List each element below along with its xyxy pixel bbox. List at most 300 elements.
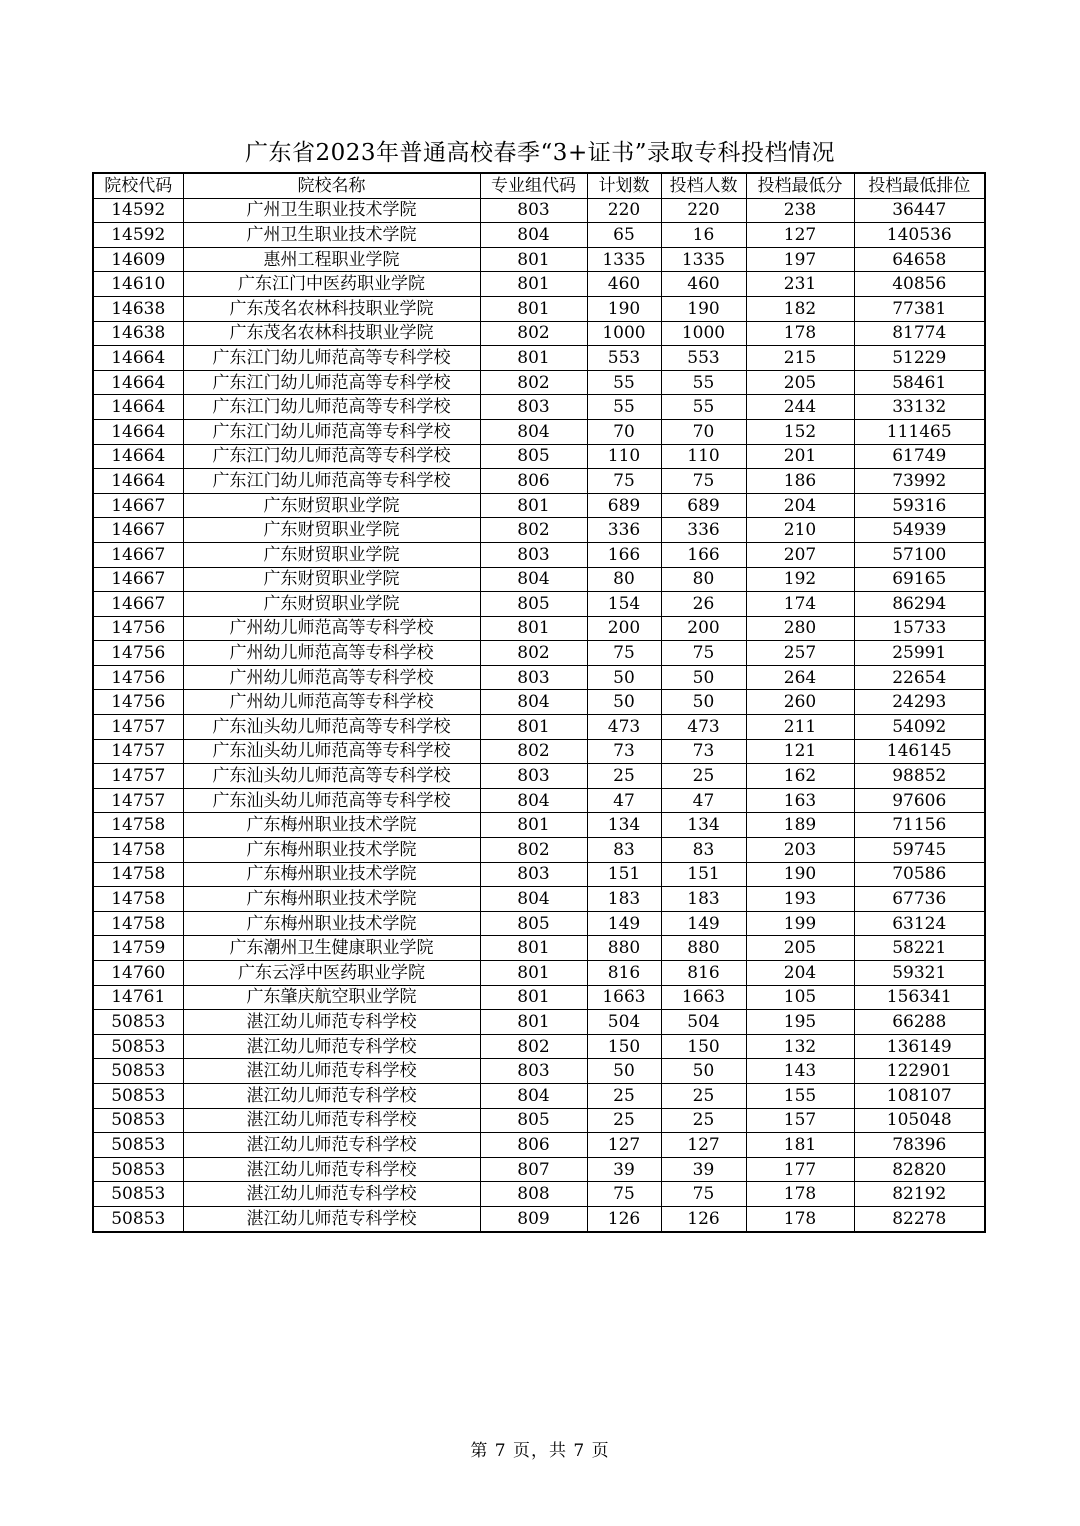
admitted-count-cell: 83 <box>661 838 746 863</box>
admitted-count-cell: 75 <box>661 1182 746 1207</box>
min-rank-cell: 54939 <box>854 518 985 543</box>
school-name-cell: 广州幼儿师范高等专科学校 <box>183 641 480 666</box>
table-row <box>93 247 985 272</box>
min-rank-cell: 59745 <box>854 838 985 863</box>
table-row <box>93 296 985 321</box>
plan-count-cell: 50 <box>587 690 661 715</box>
admitted-count-cell: 50 <box>661 1059 746 1084</box>
min-rank-cell: 81774 <box>854 321 985 346</box>
group-code-cell: 801 <box>480 296 587 321</box>
table-row <box>93 469 985 494</box>
plan-count-cell: 504 <box>587 1010 661 1035</box>
min-rank-cell: 54092 <box>854 715 985 740</box>
group-code-cell: 804 <box>480 788 587 813</box>
school-name-cell: 广东汕头幼儿师范高等专科学校 <box>183 788 480 813</box>
plan-count-cell: 689 <box>587 493 661 518</box>
plan-count-cell: 73 <box>587 739 661 764</box>
admitted-count-cell: 16 <box>661 223 746 248</box>
school-code-cell: 14757 <box>93 764 183 789</box>
group-code-cell: 803 <box>480 395 587 420</box>
table-row <box>93 739 985 764</box>
min-rank-cell: 73992 <box>854 469 985 494</box>
plan-count-cell: 134 <box>587 813 661 838</box>
admitted-count-cell: 50 <box>661 690 746 715</box>
group-code-cell: 801 <box>480 936 587 961</box>
plan-count-cell: 220 <box>587 198 661 223</box>
group-code-cell: 801 <box>480 346 587 371</box>
plan-count-cell: 553 <box>587 346 661 371</box>
min-rank-cell: 15733 <box>854 616 985 641</box>
school-code-cell: 14758 <box>93 862 183 887</box>
min-rank-cell: 136149 <box>854 1034 985 1059</box>
school-name-cell: 广东梅州职业技术学院 <box>183 862 480 887</box>
min-score-cell: 190 <box>746 862 854 887</box>
school-code-cell: 14758 <box>93 813 183 838</box>
admitted-count-cell: 553 <box>661 346 746 371</box>
min-rank-cell: 86294 <box>854 592 985 617</box>
school-code-cell: 50853 <box>93 1108 183 1133</box>
group-code-cell: 801 <box>480 616 587 641</box>
table-row <box>93 788 985 813</box>
plan-count-cell: 183 <box>587 887 661 912</box>
school-name-cell: 湛江幼儿师范专科学校 <box>183 1133 480 1158</box>
min-rank-cell: 105048 <box>854 1108 985 1133</box>
page-footer: 第 7 页，共 7 页 <box>470 1441 610 1461</box>
group-code-cell: 803 <box>480 665 587 690</box>
group-code-cell: 804 <box>480 223 587 248</box>
admitted-count-cell: 200 <box>661 616 746 641</box>
admitted-count-cell: 75 <box>661 469 746 494</box>
plan-count-cell: 55 <box>587 370 661 395</box>
school-code-cell: 50853 <box>93 1034 183 1059</box>
min-score-cell: 211 <box>746 715 854 740</box>
admitted-count-cell: 190 <box>661 296 746 321</box>
school-code-cell: 14664 <box>93 419 183 444</box>
min-rank-cell: 58221 <box>854 936 985 961</box>
table-row <box>93 936 985 961</box>
min-score-cell: 174 <box>746 592 854 617</box>
min-rank-cell: 22654 <box>854 665 985 690</box>
min-score-cell: 210 <box>746 518 854 543</box>
table-row <box>93 1108 985 1133</box>
group-code-cell: 804 <box>480 419 587 444</box>
plan-count-cell: 39 <box>587 1157 661 1182</box>
school-name-cell: 广州幼儿师范高等专科学校 <box>183 616 480 641</box>
admitted-count-cell: 73 <box>661 739 746 764</box>
table-row <box>93 616 985 641</box>
school-name-cell: 广东财贸职业学院 <box>183 518 480 543</box>
min-rank-cell: 77381 <box>854 296 985 321</box>
plan-count-cell: 200 <box>587 616 661 641</box>
plan-count-cell: 25 <box>587 764 661 789</box>
group-code-cell: 801 <box>480 813 587 838</box>
school-name-cell: 广州卫生职业技术学院 <box>183 198 480 223</box>
school-name-cell: 湛江幼儿师范专科学校 <box>183 1059 480 1084</box>
admitted-count-cell: 25 <box>661 1108 746 1133</box>
min-score-cell: 195 <box>746 1010 854 1035</box>
min-rank-cell: 61749 <box>854 444 985 469</box>
plan-count-cell: 75 <box>587 641 661 666</box>
min-rank-cell: 25991 <box>854 641 985 666</box>
min-rank-cell: 58461 <box>854 370 985 395</box>
admitted-count-cell: 816 <box>661 961 746 986</box>
admitted-count-cell: 336 <box>661 518 746 543</box>
plan-count-cell: 149 <box>587 911 661 936</box>
min-score-cell: 204 <box>746 493 854 518</box>
school-name-cell: 广东汕头幼儿师范高等专科学校 <box>183 764 480 789</box>
group-code-cell: 803 <box>480 1059 587 1084</box>
group-code-cell: 808 <box>480 1182 587 1207</box>
school-name-cell: 广东江门幼儿师范高等专科学校 <box>183 419 480 444</box>
plan-count-cell: 75 <box>587 1182 661 1207</box>
school-name-cell: 湛江幼儿师范专科学校 <box>183 1157 480 1182</box>
table-row <box>93 1182 985 1207</box>
admitted-count-cell: 39 <box>661 1157 746 1182</box>
school-code-cell: 14667 <box>93 542 183 567</box>
min-rank-cell: 82192 <box>854 1182 985 1207</box>
school-code-cell: 14667 <box>93 567 183 592</box>
min-score-cell: 152 <box>746 419 854 444</box>
school-code-cell: 14761 <box>93 985 183 1010</box>
table-row <box>93 223 985 248</box>
plan-count-cell: 25 <box>587 1083 661 1108</box>
school-code-cell: 14757 <box>93 715 183 740</box>
school-code-cell: 14592 <box>93 198 183 223</box>
min-rank-cell: 97606 <box>854 788 985 813</box>
admitted-count-cell: 70 <box>661 419 746 444</box>
admitted-count-cell: 55 <box>661 395 746 420</box>
min-rank-cell: 82820 <box>854 1157 985 1182</box>
min-score-cell: 178 <box>746 1206 854 1231</box>
group-code-cell: 802 <box>480 1034 587 1059</box>
plan-count-cell: 336 <box>587 518 661 543</box>
school-code-cell: 14756 <box>93 616 183 641</box>
min-score-cell: 205 <box>746 936 854 961</box>
school-name-cell: 广东梅州职业技术学院 <box>183 911 480 936</box>
admitted-count-cell: 50 <box>661 665 746 690</box>
school-name-cell: 广东梅州职业技术学院 <box>183 813 480 838</box>
min-score-cell: 181 <box>746 1133 854 1158</box>
group-code-cell: 804 <box>480 690 587 715</box>
school-code-cell: 14756 <box>93 641 183 666</box>
min-rank-cell: 67736 <box>854 887 985 912</box>
admitted-count-cell: 126 <box>661 1206 746 1231</box>
group-code-cell: 807 <box>480 1157 587 1182</box>
school-name-cell: 广东潮州卫生健康职业学院 <box>183 936 480 961</box>
group-code-cell: 801 <box>480 493 587 518</box>
min-rank-cell: 66288 <box>854 1010 985 1035</box>
school-code-cell: 14758 <box>93 887 183 912</box>
table-row <box>93 862 985 887</box>
table-row <box>93 715 985 740</box>
admitted-count-cell: 460 <box>661 272 746 297</box>
admitted-count-cell: 134 <box>661 813 746 838</box>
plan-count-cell: 460 <box>587 272 661 297</box>
group-code-cell: 801 <box>480 985 587 1010</box>
plan-count-cell: 65 <box>587 223 661 248</box>
school-code-cell: 14759 <box>93 936 183 961</box>
group-code-cell: 809 <box>480 1206 587 1231</box>
table-row <box>93 1034 985 1059</box>
school-code-cell: 14757 <box>93 739 183 764</box>
admitted-count-cell: 166 <box>661 542 746 567</box>
admission-table <box>92 172 986 1233</box>
plan-count-cell: 190 <box>587 296 661 321</box>
min-rank-cell: 59316 <box>854 493 985 518</box>
school-code-cell: 14638 <box>93 296 183 321</box>
school-code-cell: 14758 <box>93 838 183 863</box>
school-code-cell: 50853 <box>93 1182 183 1207</box>
table-row <box>93 567 985 592</box>
min-rank-cell: 51229 <box>854 346 985 371</box>
table-row <box>93 961 985 986</box>
school-code-cell: 50853 <box>93 1133 183 1158</box>
school-code-cell: 14664 <box>93 469 183 494</box>
header-min-score: 投档最低分 <box>746 173 854 198</box>
table-row <box>93 370 985 395</box>
min-score-cell: 199 <box>746 911 854 936</box>
group-code-cell: 804 <box>480 1083 587 1108</box>
min-score-cell: 193 <box>746 887 854 912</box>
plan-count-cell: 83 <box>587 838 661 863</box>
min-score-cell: 197 <box>746 247 854 272</box>
school-code-cell: 50853 <box>93 1206 183 1231</box>
school-code-cell: 14610 <box>93 272 183 297</box>
min-score-cell: 163 <box>746 788 854 813</box>
school-name-cell: 广东汕头幼儿师范高等专科学校 <box>183 715 480 740</box>
school-code-cell: 50853 <box>93 1059 183 1084</box>
school-name-cell: 广东财贸职业学院 <box>183 493 480 518</box>
table-row <box>93 665 985 690</box>
admitted-count-cell: 25 <box>661 1083 746 1108</box>
group-code-cell: 805 <box>480 1108 587 1133</box>
min-rank-cell: 122901 <box>854 1059 985 1084</box>
school-name-cell: 广东茂名农林科技职业学院 <box>183 296 480 321</box>
min-score-cell: 260 <box>746 690 854 715</box>
admitted-count-cell: 25 <box>661 764 746 789</box>
plan-count-cell: 126 <box>587 1206 661 1231</box>
school-code-cell: 14664 <box>93 395 183 420</box>
min-score-cell: 157 <box>746 1108 854 1133</box>
min-rank-cell: 57100 <box>854 542 985 567</box>
plan-count-cell: 127 <box>587 1133 661 1158</box>
header-school-code: 院校代码 <box>93 173 183 198</box>
header-plan-count: 计划数 <box>587 173 661 198</box>
school-name-cell: 湛江幼儿师范专科学校 <box>183 1182 480 1207</box>
header-school-name: 院校名称 <box>183 173 480 198</box>
group-code-cell: 803 <box>480 542 587 567</box>
plan-count-cell: 80 <box>587 567 661 592</box>
school-name-cell: 惠州工程职业学院 <box>183 247 480 272</box>
admitted-count-cell: 75 <box>661 641 746 666</box>
table-row <box>93 272 985 297</box>
plan-count-cell: 1335 <box>587 247 661 272</box>
admitted-count-cell: 880 <box>661 936 746 961</box>
table-row <box>93 838 985 863</box>
admitted-count-cell: 1000 <box>661 321 746 346</box>
min-score-cell: 238 <box>746 198 854 223</box>
school-code-cell: 50853 <box>93 1010 183 1035</box>
school-code-cell: 14756 <box>93 665 183 690</box>
min-score-cell: 186 <box>746 469 854 494</box>
min-score-cell: 264 <box>746 665 854 690</box>
plan-count-cell: 880 <box>587 936 661 961</box>
school-name-cell: 广东云浮中医药职业学院 <box>183 961 480 986</box>
min-score-cell: 203 <box>746 838 854 863</box>
admitted-count-cell: 149 <box>661 911 746 936</box>
admitted-count-cell: 150 <box>661 1034 746 1059</box>
admitted-count-cell: 220 <box>661 198 746 223</box>
plan-count-cell: 1663 <box>587 985 661 1010</box>
admitted-count-cell: 47 <box>661 788 746 813</box>
school-name-cell: 广东财贸职业学院 <box>183 567 480 592</box>
school-name-cell: 广东汕头幼儿师范高等专科学校 <box>183 739 480 764</box>
table-row <box>93 887 985 912</box>
min-rank-cell: 111465 <box>854 419 985 444</box>
table-row <box>93 1010 985 1035</box>
group-code-cell: 802 <box>480 321 587 346</box>
min-rank-cell: 63124 <box>854 911 985 936</box>
admitted-count-cell: 1663 <box>661 985 746 1010</box>
min-score-cell: 121 <box>746 739 854 764</box>
group-code-cell: 801 <box>480 272 587 297</box>
school-code-cell: 14667 <box>93 592 183 617</box>
plan-count-cell: 473 <box>587 715 661 740</box>
school-name-cell: 湛江幼儿师范专科学校 <box>183 1034 480 1059</box>
table-row <box>93 493 985 518</box>
school-name-cell: 广东茂名农林科技职业学院 <box>183 321 480 346</box>
school-name-cell: 广东江门幼儿师范高等专科学校 <box>183 395 480 420</box>
min-score-cell: 132 <box>746 1034 854 1059</box>
plan-count-cell: 151 <box>587 862 661 887</box>
min-score-cell: 155 <box>746 1083 854 1108</box>
plan-count-cell: 75 <box>587 469 661 494</box>
admitted-count-cell: 183 <box>661 887 746 912</box>
plan-count-cell: 154 <box>587 592 661 617</box>
min-score-cell: 177 <box>746 1157 854 1182</box>
plan-count-cell: 55 <box>587 395 661 420</box>
admitted-count-cell: 26 <box>661 592 746 617</box>
admitted-count-cell: 689 <box>661 493 746 518</box>
table-row <box>93 419 985 444</box>
admitted-count-cell: 151 <box>661 862 746 887</box>
min-rank-cell: 36447 <box>854 198 985 223</box>
table-row <box>93 690 985 715</box>
group-code-cell: 801 <box>480 1010 587 1035</box>
school-code-cell: 50853 <box>93 1157 183 1182</box>
min-rank-cell: 33132 <box>854 395 985 420</box>
group-code-cell: 802 <box>480 370 587 395</box>
table-row <box>93 321 985 346</box>
school-code-cell: 14757 <box>93 788 183 813</box>
school-code-cell: 14664 <box>93 370 183 395</box>
school-name-cell: 广东财贸职业学院 <box>183 592 480 617</box>
plan-count-cell: 25 <box>587 1108 661 1133</box>
school-name-cell: 广东江门中医药职业学院 <box>183 272 480 297</box>
school-code-cell: 14756 <box>93 690 183 715</box>
admitted-count-cell: 504 <box>661 1010 746 1035</box>
group-code-cell: 802 <box>480 838 587 863</box>
min-rank-cell: 69165 <box>854 567 985 592</box>
min-score-cell: 189 <box>746 813 854 838</box>
min-rank-cell: 71156 <box>854 813 985 838</box>
admitted-count-cell: 110 <box>661 444 746 469</box>
group-code-cell: 803 <box>480 862 587 887</box>
school-name-cell: 广东江门幼儿师范高等专科学校 <box>183 444 480 469</box>
table-row <box>93 542 985 567</box>
group-code-cell: 801 <box>480 961 587 986</box>
plan-count-cell: 70 <box>587 419 661 444</box>
page-title: 广东省2023年普通高校春季“3+证书”录取专科投档情况 <box>245 140 835 166</box>
group-code-cell: 801 <box>480 715 587 740</box>
min-score-cell: 244 <box>746 395 854 420</box>
plan-count-cell: 50 <box>587 1059 661 1084</box>
min-rank-cell: 40856 <box>854 272 985 297</box>
plan-count-cell: 110 <box>587 444 661 469</box>
min-rank-cell: 140536 <box>854 223 985 248</box>
group-code-cell: 805 <box>480 911 587 936</box>
min-rank-cell: 78396 <box>854 1133 985 1158</box>
min-score-cell: 205 <box>746 370 854 395</box>
school-code-cell: 14758 <box>93 911 183 936</box>
school-name-cell: 广东江门幼儿师范高等专科学校 <box>183 370 480 395</box>
table-row <box>93 518 985 543</box>
min-score-cell: 280 <box>746 616 854 641</box>
group-code-cell: 806 <box>480 469 587 494</box>
min-rank-cell: 156341 <box>854 985 985 1010</box>
table-row <box>93 346 985 371</box>
plan-count-cell: 1000 <box>587 321 661 346</box>
min-score-cell: 192 <box>746 567 854 592</box>
school-code-cell: 14667 <box>93 518 183 543</box>
table-row <box>93 198 985 223</box>
table-row <box>93 1083 985 1108</box>
school-name-cell: 广东梅州职业技术学院 <box>183 887 480 912</box>
school-code-cell: 14667 <box>93 493 183 518</box>
min-score-cell: 257 <box>746 641 854 666</box>
school-name-cell: 广州幼儿师范高等专科学校 <box>183 665 480 690</box>
admitted-count-cell: 473 <box>661 715 746 740</box>
plan-count-cell: 47 <box>587 788 661 813</box>
school-code-cell: 14592 <box>93 223 183 248</box>
admitted-count-cell: 127 <box>661 1133 746 1158</box>
plan-count-cell: 50 <box>587 665 661 690</box>
min-rank-cell: 98852 <box>854 764 985 789</box>
table-row <box>93 444 985 469</box>
table-row <box>93 1059 985 1084</box>
school-name-cell: 广东江门幼儿师范高等专科学校 <box>183 469 480 494</box>
min-score-cell: 143 <box>746 1059 854 1084</box>
min-score-cell: 105 <box>746 985 854 1010</box>
group-code-cell: 802 <box>480 739 587 764</box>
min-rank-cell: 146145 <box>854 739 985 764</box>
table-row <box>93 911 985 936</box>
school-code-cell: 14760 <box>93 961 183 986</box>
school-name-cell: 广州幼儿师范高等专科学校 <box>183 690 480 715</box>
group-code-cell: 801 <box>480 247 587 272</box>
school-code-cell: 14664 <box>93 346 183 371</box>
min-score-cell: 207 <box>746 542 854 567</box>
plan-count-cell: 166 <box>587 542 661 567</box>
school-name-cell: 湛江幼儿师范专科学校 <box>183 1010 480 1035</box>
group-code-cell: 804 <box>480 887 587 912</box>
min-rank-cell: 70586 <box>854 862 985 887</box>
min-score-cell: 127 <box>746 223 854 248</box>
school-name-cell: 湛江幼儿师范专科学校 <box>183 1108 480 1133</box>
min-score-cell: 178 <box>746 321 854 346</box>
header-admitted-count: 投档人数 <box>661 173 746 198</box>
table-row <box>93 641 985 666</box>
